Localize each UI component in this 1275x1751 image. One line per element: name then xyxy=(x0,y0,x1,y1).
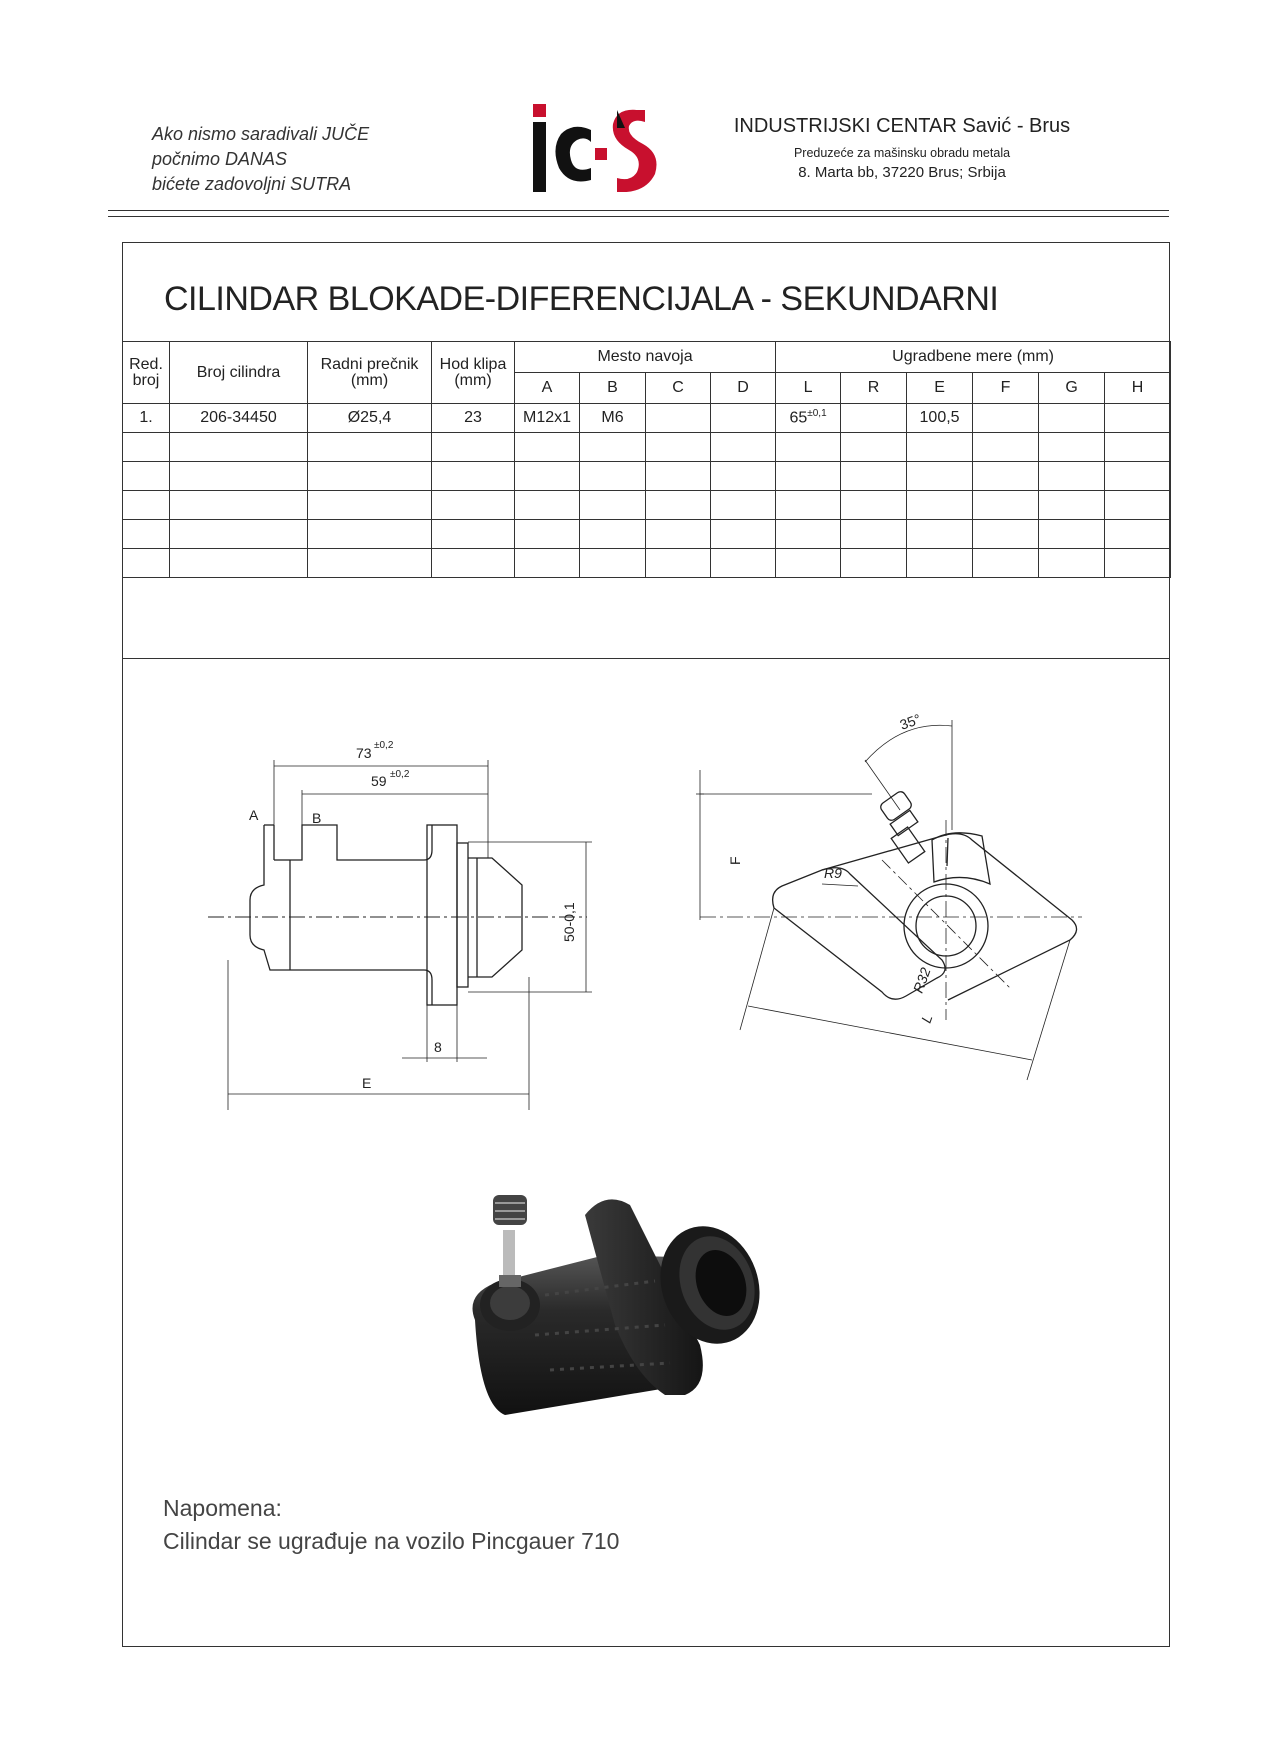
subheader-a: A xyxy=(515,373,580,404)
dim-8: 8 xyxy=(434,1039,442,1055)
cell-f xyxy=(973,404,1039,433)
page-title: CILINDAR BLOKADE-DIFERENCIJALA - SEKUNDARNI xyxy=(164,280,999,318)
subheader-d: D xyxy=(711,373,776,404)
cell-red-broj: 1. xyxy=(123,404,170,433)
subheader-l: L xyxy=(776,373,841,404)
header-ugradbene-mere: Ugradbene mere (mm) xyxy=(776,342,1171,373)
slogan-line-1: Ako nismo saradivali JUČE xyxy=(152,124,370,144)
cell-a: M12x1 xyxy=(515,404,580,433)
header-divider-top xyxy=(108,210,1169,211)
cell-h xyxy=(1105,404,1171,433)
table-row xyxy=(123,462,1171,491)
subheader-e: E xyxy=(907,373,973,404)
ics-logo xyxy=(533,104,658,192)
subheader-g: G xyxy=(1039,373,1105,404)
subheader-f: F xyxy=(973,373,1039,404)
note-heading: Napomena: xyxy=(163,1495,282,1521)
cell-radni-precnik: Ø25,4 xyxy=(308,404,432,433)
label-e: E xyxy=(362,1075,372,1091)
subheader-c: C xyxy=(646,373,711,404)
header-divider-bottom xyxy=(108,216,1169,217)
table-row xyxy=(123,491,1171,520)
header-hod-klipa: Hod klipa (mm) xyxy=(432,342,515,404)
cell-l-value: 65 xyxy=(789,409,808,427)
cell-b: M6 xyxy=(580,404,646,433)
company-address: 8. Marta bb, 37220 Brus; Srbija xyxy=(798,164,1006,181)
table-row xyxy=(123,404,1171,433)
cell-l-tolerance: ±0,1 xyxy=(807,408,827,420)
label-a: A xyxy=(249,807,259,823)
table-row xyxy=(123,520,1171,549)
angle-35: 35° xyxy=(897,710,923,733)
cell-l xyxy=(776,404,841,433)
slogan xyxy=(152,122,369,197)
label-r9: R9 xyxy=(824,865,842,881)
cell-d xyxy=(711,404,776,433)
company-info xyxy=(732,115,1072,181)
dim-50: 50-0,1 xyxy=(561,902,577,942)
note-text: Cilindar se ugrađuje na vozilo Pincgauer 710 xyxy=(163,1528,620,1554)
front-view xyxy=(696,711,1082,1080)
label-b: B xyxy=(312,810,322,826)
subheader-r: R xyxy=(841,373,907,404)
cell-broj-cilindra: 206-34450 xyxy=(170,404,308,433)
table-row xyxy=(123,549,1171,578)
cell-c xyxy=(646,404,711,433)
technical-drawing xyxy=(122,660,1170,1120)
note xyxy=(163,1492,619,1558)
header-broj-cilindra: Broj cilindra xyxy=(170,342,308,404)
label-r32: R32 xyxy=(909,965,934,996)
side-view xyxy=(208,740,592,1110)
slogan-line-2: počnimo DANAS xyxy=(152,149,288,169)
dim-59: 59 xyxy=(371,773,387,789)
section-divider xyxy=(122,658,1170,659)
subheader-h: H xyxy=(1105,373,1171,404)
company-subtitle: Preduzeće za mašinsku obradu metala xyxy=(793,146,1011,160)
header-radni-precnik: Radni prečnik (mm) xyxy=(308,342,432,404)
company-name: INDUSTRIJSKI CENTAR Savić - Brus xyxy=(733,115,1071,137)
cell-g xyxy=(1039,404,1105,433)
label-f: F xyxy=(727,856,743,865)
table-row xyxy=(123,433,1171,462)
dim-73-tol: ±0,2 xyxy=(374,740,394,751)
header-red-broj: Red. broj xyxy=(123,342,170,404)
cell-r xyxy=(841,404,907,433)
label-l: L xyxy=(917,1012,936,1026)
dim-73: 73 xyxy=(356,745,372,761)
cell-hod-klipa: 23 xyxy=(432,404,515,433)
slogan-line-3: bićete zadovoljni SUTRA xyxy=(152,174,352,194)
dim-59-tol: ±0,2 xyxy=(390,769,410,780)
cell-e: 100,5 xyxy=(907,404,973,433)
subheader-b: B xyxy=(580,373,646,404)
product-photo xyxy=(455,1185,845,1445)
spec-table xyxy=(122,341,1171,578)
header-mesto-navoja: Mesto navoja xyxy=(515,342,776,373)
